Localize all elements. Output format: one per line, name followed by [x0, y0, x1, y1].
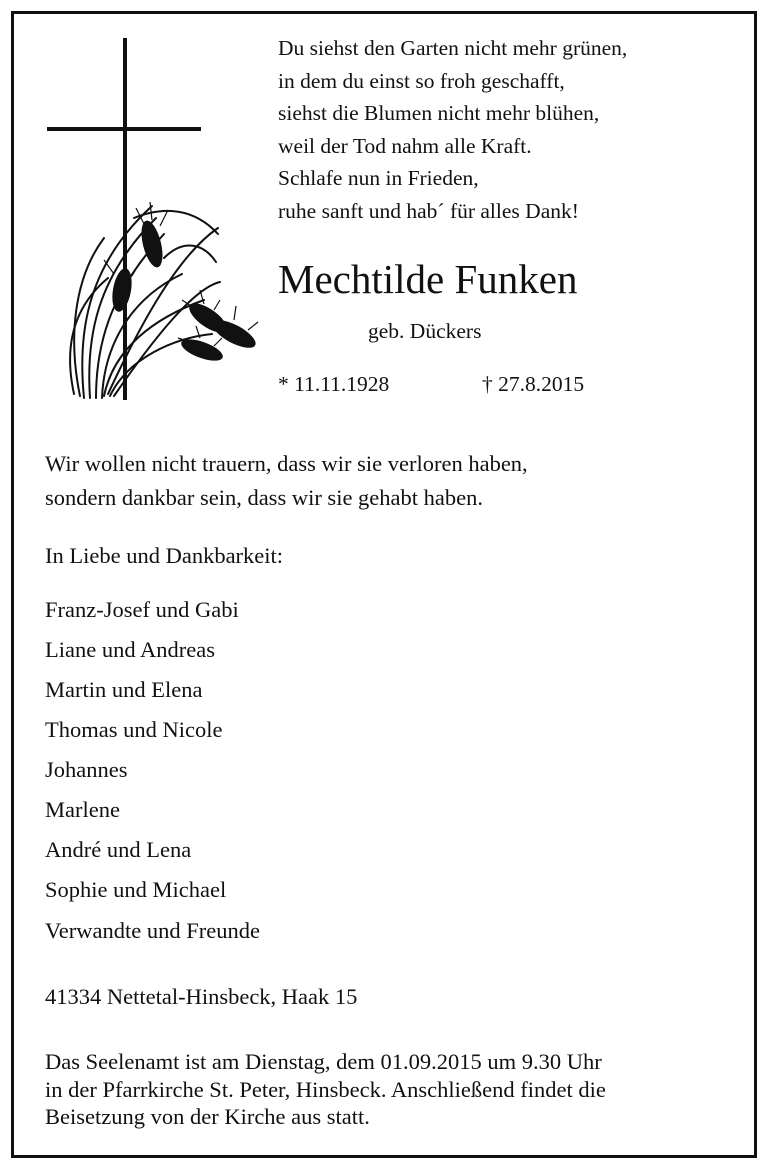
list-item: Franz-Josef und Gabi [45, 597, 239, 622]
poem-line: weil der Tod nahm alle Kraft. [278, 133, 532, 158]
list-item: Johannes [45, 757, 128, 782]
service-line: Das Seelenamt ist am Dienstag, dem 01.09.2015 um 9.30 Uhr [45, 1049, 602, 1074]
poem [278, 32, 738, 228]
cross-horizontal-beam [47, 127, 201, 131]
service-line: in der Pfarrkirche St. Peter, Hinsbeck. Anschließend findet die [45, 1076, 606, 1102]
poem-line: in dem du einst so froh geschafft, [278, 68, 565, 93]
list-item: Thomas und Nicole [45, 717, 223, 742]
list-item: Liane und Andreas [45, 637, 215, 662]
list-item: Martin und Elena [45, 677, 203, 702]
poem-line: Schlafe nun in Frieden, [278, 166, 479, 191]
poem-line: siehst die Blumen nicht mehr blühen, [278, 101, 600, 126]
cross-with-wheat-icon [44, 38, 260, 400]
list-item: Marlene [45, 797, 120, 822]
service-notice [45, 1048, 745, 1131]
birth-date: * 11.11.1928 [278, 372, 390, 396]
mourners-list [45, 590, 260, 951]
service-line: Beisetzung von der Kirche aus statt. [45, 1104, 370, 1129]
death-date: † 27.8.2015 [482, 372, 585, 396]
memorial-quote [45, 447, 528, 515]
deceased-name: Mechtilde Funken [278, 256, 578, 302]
poem-line: Du siehst den Garten nicht mehr grünen, [278, 36, 628, 60]
poem-line: ruhe sanft und hab´ für alles Dank! [278, 198, 579, 223]
quote-line: Wir wollen nicht trauern, dass wir sie verloren haben, [45, 451, 528, 476]
maiden-name: geb. Dückers [368, 319, 482, 343]
quote-line: sondern dankbar sein, dass wir sie gehabt haben. [45, 485, 484, 510]
list-item: Verwandte und Freunde [45, 918, 260, 943]
family-address: 41334 Nettetal-Hinsbeck, Haak 15 [45, 984, 358, 1009]
mourners-intro: In Liebe und Dankbarkeit: [45, 543, 284, 568]
list-item: André und Lena [45, 837, 192, 862]
list-item: Sophie und Michael [45, 877, 227, 902]
cross-vertical-beam [123, 38, 127, 400]
